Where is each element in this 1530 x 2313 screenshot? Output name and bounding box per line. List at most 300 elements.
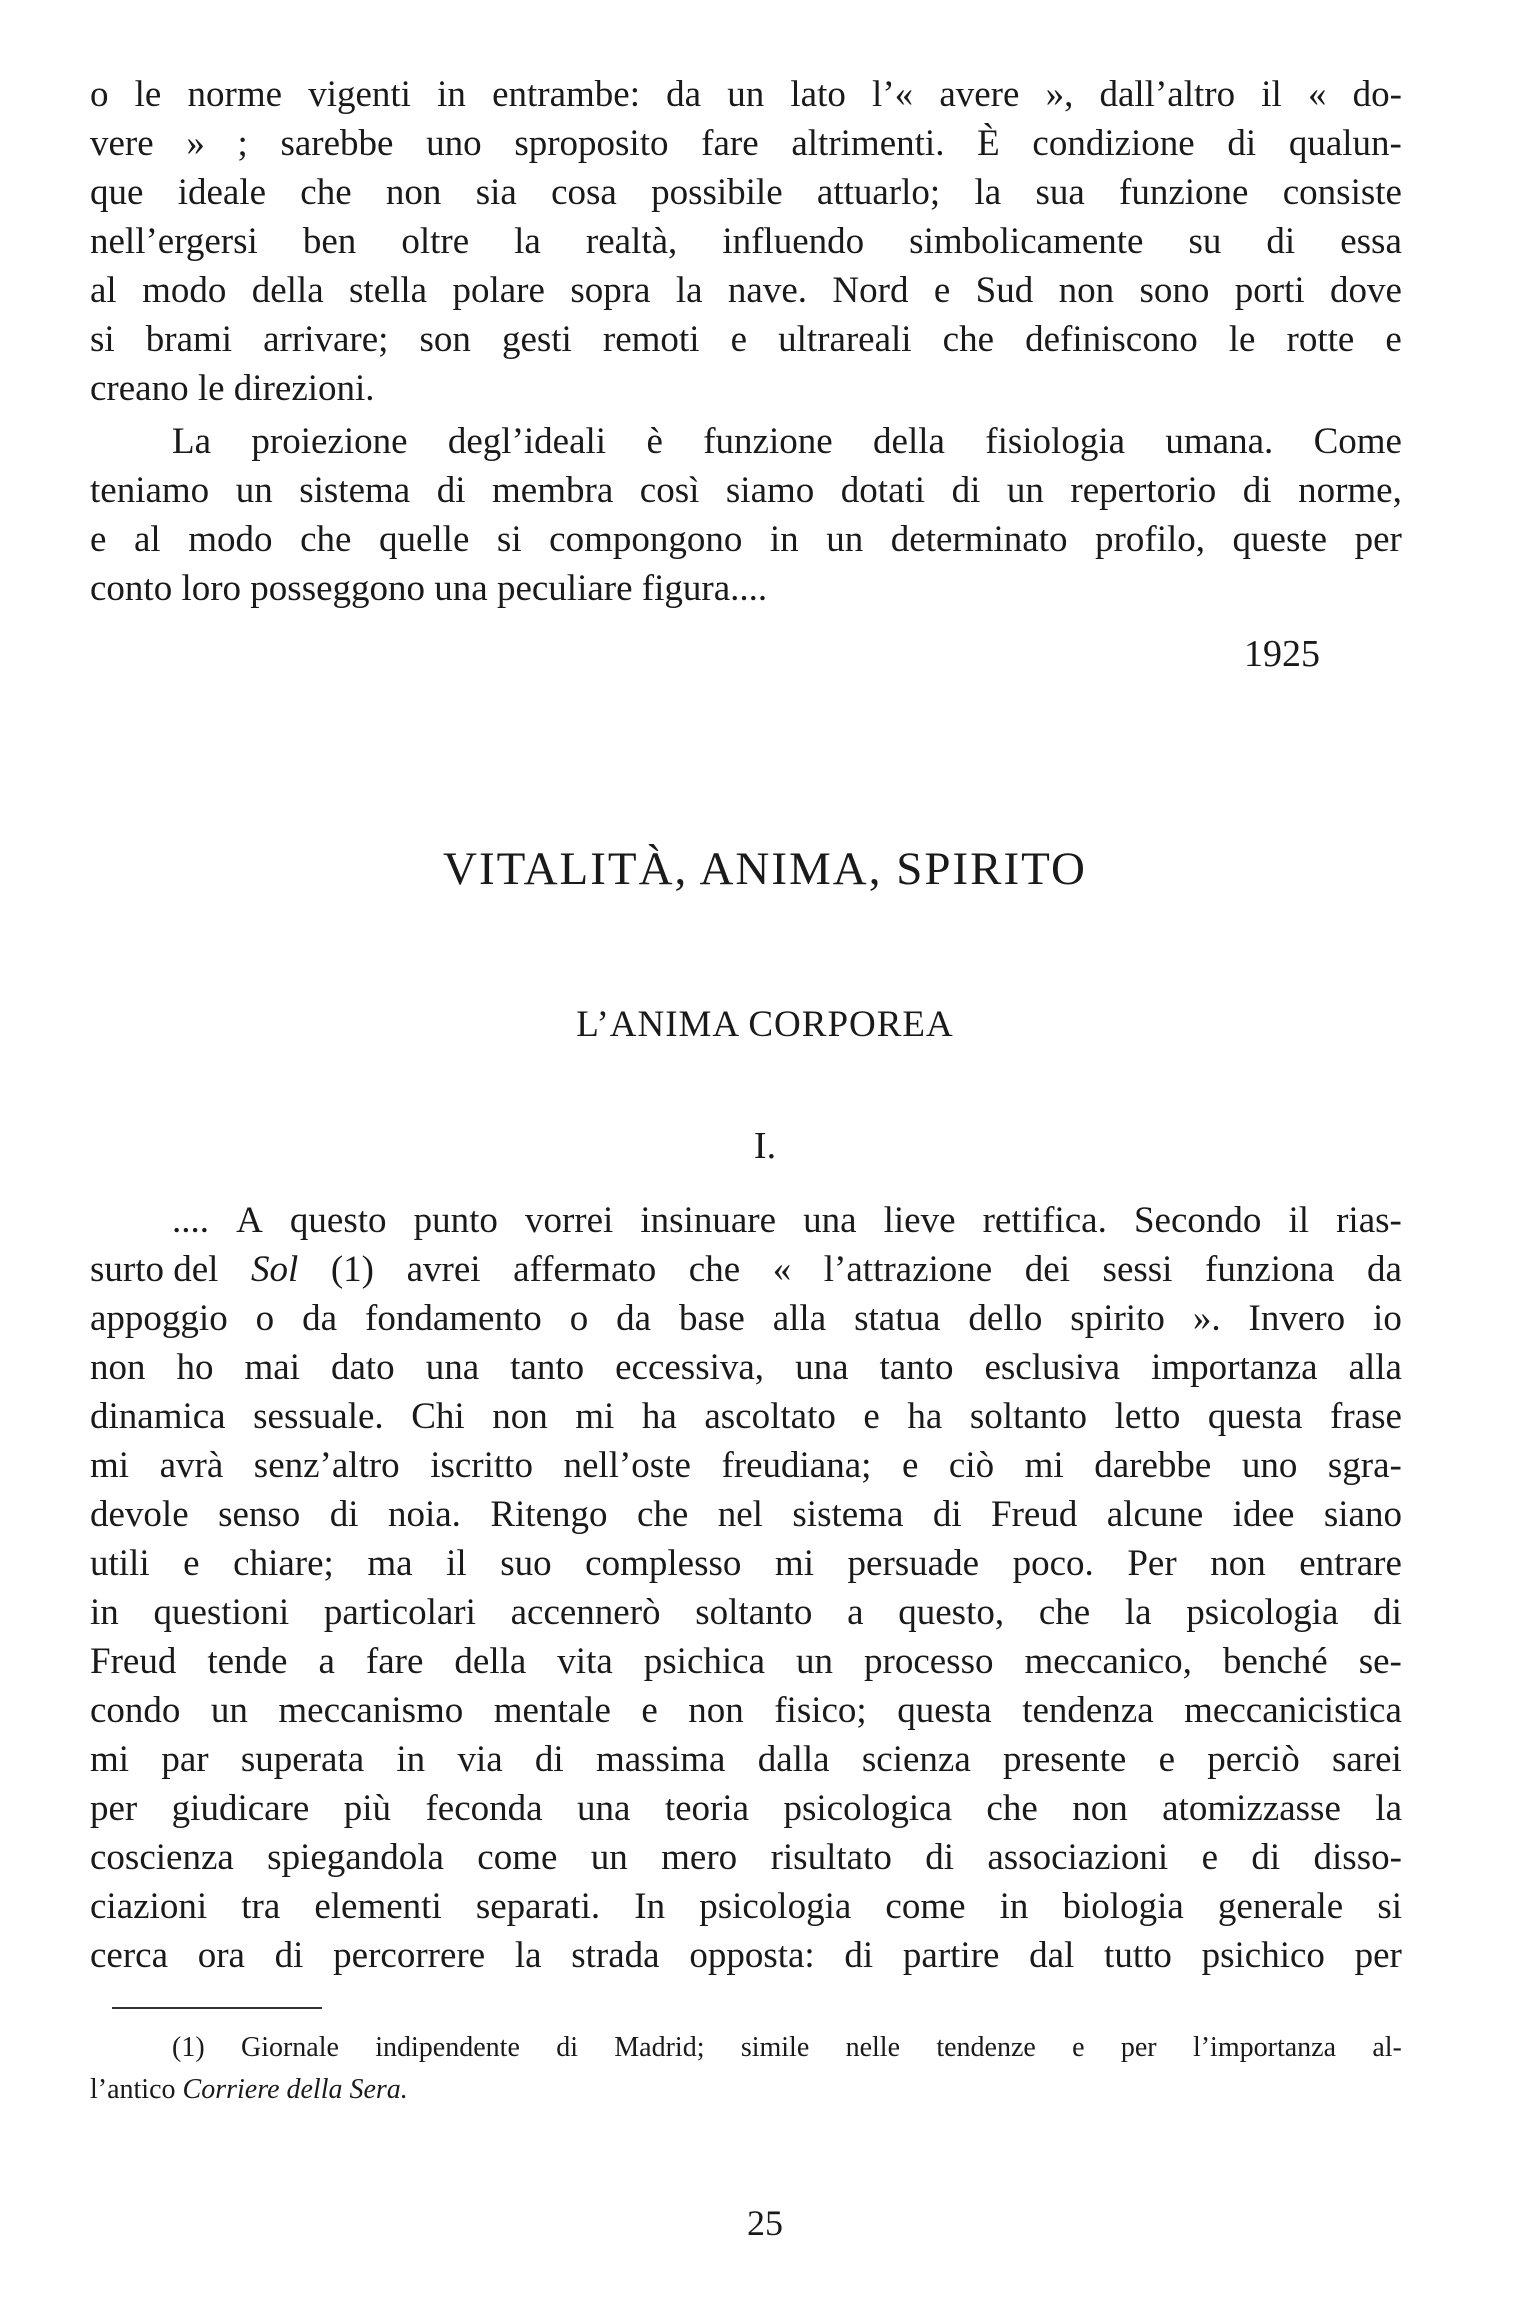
word: È	[977, 123, 1000, 164]
word: di	[925, 1837, 954, 1878]
word: è	[646, 421, 663, 462]
word: creano le direzioni.	[90, 368, 375, 409]
word: da	[302, 1298, 338, 1339]
word: percorrere	[333, 1935, 486, 1976]
word: »	[186, 123, 205, 164]
word: chiare;	[233, 1543, 334, 1584]
word: questo	[289, 1200, 387, 1241]
word: di	[556, 2032, 578, 2063]
word: dal	[1029, 1935, 1075, 1976]
word: esclusiva	[984, 1347, 1121, 1388]
word: mero	[661, 1837, 738, 1878]
word: uno	[426, 123, 482, 164]
word: più	[343, 1788, 392, 1829]
word: scienza	[861, 1739, 971, 1780]
word: a	[318, 1641, 335, 1682]
word: iscritto	[430, 1445, 533, 1486]
word: ha	[907, 1396, 943, 1437]
word: sgra-	[1327, 1445, 1402, 1486]
word: fare	[365, 1641, 424, 1682]
word: appoggio	[90, 1298, 228, 1339]
word: definiscono	[1025, 319, 1198, 360]
word: come	[477, 1837, 558, 1878]
word: sessi	[1102, 1249, 1173, 1290]
word: alla	[1348, 1347, 1402, 1388]
word: par	[161, 1739, 209, 1780]
word: come	[885, 1886, 966, 1927]
body-line	[90, 1931, 1402, 1980]
word: opposta:	[689, 1935, 815, 1976]
word: così	[639, 470, 700, 511]
word: tendenze	[936, 2032, 1036, 2063]
word: avere	[939, 74, 1020, 115]
word: e	[1072, 2032, 1085, 2063]
word: persuade	[847, 1543, 980, 1584]
word: sarei	[1331, 1739, 1402, 1780]
word: non	[1058, 270, 1115, 311]
word: la	[514, 221, 541, 262]
text-line	[90, 217, 1402, 266]
word: base	[679, 1298, 745, 1339]
word: In	[634, 1886, 666, 1927]
text-line	[90, 168, 1402, 217]
word: tra	[241, 1886, 281, 1927]
word: Ritengo	[490, 1494, 608, 1535]
word: degl’ideali	[447, 421, 607, 462]
word: psichica	[643, 1641, 766, 1682]
word: di	[1227, 123, 1257, 164]
word: Per	[1127, 1543, 1177, 1584]
word: suo	[500, 1543, 552, 1584]
word: funzione	[1119, 172, 1249, 213]
word: ben	[302, 221, 357, 262]
word: nel	[717, 1494, 763, 1535]
word: perciò	[1207, 1739, 1300, 1780]
word: poco.	[1012, 1543, 1094, 1584]
word: da	[1367, 1249, 1402, 1290]
word: condizione	[1032, 123, 1195, 164]
word: meccanismo	[278, 1690, 464, 1731]
word: una	[803, 1200, 857, 1241]
word: ha	[641, 1396, 677, 1437]
word: Freud	[90, 1641, 177, 1682]
word: via	[457, 1739, 503, 1780]
word: benché	[1222, 1641, 1328, 1682]
word: lieve	[883, 1200, 956, 1241]
word: stella	[349, 270, 428, 311]
word: ciazioni	[90, 1886, 208, 1927]
word: altrimenti.	[791, 123, 945, 164]
footnote-italic-title: Corriere della Sera.	[182, 2074, 408, 2105]
word: tanto	[879, 1347, 954, 1388]
word: superata	[240, 1739, 365, 1780]
body-line	[90, 1637, 1402, 1686]
word: Sud	[975, 270, 1034, 311]
word: fisiologia	[985, 421, 1126, 462]
word: non	[688, 1690, 744, 1731]
word: sia	[475, 172, 517, 213]
word: mi	[1024, 1445, 1064, 1486]
word: norme	[187, 74, 283, 115]
word: ».	[1192, 1298, 1221, 1339]
word: disso-	[1313, 1837, 1402, 1878]
word: al	[133, 519, 161, 560]
line-text: surto del	[90, 1249, 219, 1290]
word: teniamo	[90, 470, 210, 511]
word: il	[1288, 1200, 1310, 1241]
word: son	[419, 319, 471, 360]
word: sessuale.	[253, 1396, 384, 1437]
second-paragraph	[90, 417, 1402, 613]
word: che	[688, 1249, 741, 1290]
word: rias-	[1336, 1200, 1402, 1241]
word: un	[1006, 470, 1044, 511]
body-line	[90, 1392, 1402, 1441]
year-date: 1925	[1244, 633, 1320, 675]
word: porti	[1234, 270, 1305, 311]
body-paragraph	[90, 1196, 1402, 1980]
word: strada	[571, 1935, 660, 1976]
word: Secondo	[1133, 1200, 1262, 1241]
word: sarebbe	[280, 123, 394, 164]
word: la	[514, 1935, 542, 1976]
word: (1)	[330, 1249, 375, 1290]
footnote	[90, 2027, 1402, 2111]
word: dello	[968, 1298, 1043, 1339]
word: si	[1377, 1886, 1402, 1927]
word: in	[396, 1739, 426, 1780]
word: «	[1307, 74, 1327, 115]
word: modo	[142, 270, 227, 311]
word: compongono	[549, 519, 743, 560]
word: sopra	[570, 270, 651, 311]
word: e	[933, 270, 951, 311]
word: un	[727, 74, 765, 115]
word: nave.	[727, 270, 808, 311]
word: un	[796, 1641, 834, 1682]
word: Madrid;	[614, 2032, 705, 2063]
word: norme,	[1298, 470, 1402, 511]
body-line	[90, 1196, 1402, 1245]
word: la	[974, 172, 1002, 213]
word: qualun-	[1288, 123, 1402, 164]
word: fisico;	[774, 1690, 867, 1731]
word: Nord	[832, 270, 909, 311]
word: al	[90, 270, 117, 311]
word: mai	[244, 1347, 300, 1388]
word: per	[1120, 2032, 1157, 2063]
word: di	[932, 1494, 962, 1535]
word: la	[1124, 1592, 1152, 1633]
text-line	[90, 315, 1402, 364]
word: noia.	[387, 1494, 461, 1535]
word: simbolicamente	[909, 221, 1144, 262]
word: statua	[854, 1298, 941, 1339]
text-line	[90, 564, 1402, 613]
word: alla	[772, 1298, 827, 1339]
word: vigenti	[308, 74, 411, 115]
word: Freud	[991, 1494, 1078, 1535]
word: per	[1354, 1935, 1402, 1976]
word: Come	[1313, 421, 1402, 462]
word: da	[666, 74, 702, 115]
word: freudiana;	[721, 1445, 872, 1486]
word: di	[1242, 470, 1272, 511]
word: in	[999, 1886, 1029, 1927]
word: e	[730, 319, 747, 360]
word: l’«	[872, 74, 914, 115]
word: e	[1158, 1739, 1175, 1780]
word: influendo	[722, 221, 865, 262]
word: non	[1072, 1788, 1128, 1829]
word: senso	[218, 1494, 301, 1535]
footnote-line	[90, 2027, 1402, 2069]
word: di	[1251, 1837, 1281, 1878]
word: condo	[90, 1690, 181, 1731]
word: insinuare	[640, 1200, 776, 1241]
word: di	[329, 1494, 359, 1535]
word: elementi	[314, 1886, 442, 1927]
word: consiste	[1282, 172, 1402, 213]
word: o	[90, 74, 109, 115]
word: che	[942, 319, 995, 360]
word: e	[90, 519, 107, 560]
body-line	[90, 1245, 1402, 1294]
word: un	[210, 1690, 248, 1731]
word: entrare	[1299, 1543, 1402, 1584]
word: realtà,	[585, 221, 678, 262]
word: nell’oste	[563, 1445, 691, 1486]
word: di	[1266, 221, 1296, 262]
word: non	[1210, 1543, 1266, 1584]
word: della	[873, 421, 945, 462]
word: feconda	[425, 1788, 543, 1829]
text-line	[90, 119, 1402, 168]
word: avrei	[406, 1249, 481, 1290]
word: particolari	[323, 1592, 476, 1633]
word: tende	[207, 1641, 288, 1682]
word: Invero	[1248, 1298, 1346, 1339]
word: Giornale	[240, 2032, 339, 2063]
word: do-	[1352, 74, 1402, 115]
word: e	[183, 1543, 200, 1584]
text-line	[90, 466, 1402, 515]
word: io	[1373, 1298, 1402, 1339]
word: frase	[1330, 1396, 1402, 1437]
word: idee	[1232, 1494, 1295, 1535]
word: e	[901, 1445, 919, 1486]
word: che	[1038, 1592, 1091, 1633]
section-title: VITALITÀ, ANIMA, SPIRITO	[443, 843, 1087, 895]
word: che	[636, 1494, 689, 1535]
word: psicologica	[783, 1788, 952, 1829]
word: un	[590, 1837, 628, 1878]
word: meccanicistica	[1184, 1690, 1402, 1731]
word: siano	[1323, 1494, 1402, 1535]
word: vita	[557, 1641, 613, 1682]
word: e	[641, 1690, 658, 1731]
word: quelle	[378, 519, 470, 560]
word: tutto	[1104, 1935, 1172, 1976]
word: mi	[575, 1396, 615, 1437]
word: vere	[90, 123, 154, 164]
word: di	[436, 470, 466, 511]
word: «	[772, 1249, 792, 1290]
word: separati.	[475, 1886, 601, 1927]
word: biologia	[1062, 1886, 1184, 1927]
word: fare	[701, 123, 759, 164]
word: mi	[90, 1739, 130, 1780]
word: darebbe	[1094, 1445, 1212, 1486]
word: entrambe:	[492, 74, 640, 115]
word: una	[576, 1788, 631, 1829]
word: nelle	[845, 2032, 900, 2063]
page-number: 25	[747, 2203, 783, 2243]
word: il	[446, 1543, 467, 1584]
word: conto loro posseggono una peculiare figura....	[90, 568, 768, 609]
word: che	[300, 172, 352, 213]
word: letto	[1114, 1396, 1181, 1437]
word: coscienza	[90, 1837, 234, 1878]
word: questo,	[898, 1592, 1005, 1633]
word: senz’altro	[253, 1445, 400, 1486]
word: determinato	[890, 519, 1068, 560]
word: tendenza	[1022, 1690, 1154, 1731]
word: questioni	[153, 1592, 290, 1633]
word: risultato	[770, 1837, 892, 1878]
word: che	[986, 1788, 1038, 1829]
word: giudicare	[171, 1788, 310, 1829]
word: la	[675, 270, 703, 311]
body-line	[90, 1686, 1402, 1735]
word: mentale	[493, 1690, 611, 1731]
word: ideale	[177, 172, 267, 213]
word: a	[847, 1592, 864, 1633]
word: membra	[492, 470, 614, 511]
word: queste	[1232, 519, 1328, 560]
word: il	[1261, 74, 1282, 115]
word: non	[492, 1396, 548, 1437]
word: Chi	[411, 1396, 465, 1437]
word: ma	[367, 1543, 413, 1584]
word: processo	[864, 1641, 994, 1682]
word: avrà	[159, 1445, 224, 1486]
word: devole	[90, 1494, 189, 1535]
word: affermato	[513, 1249, 657, 1290]
word: profilo,	[1095, 519, 1205, 560]
word: essa	[1340, 221, 1402, 262]
subsection-title: L’ANIMA CORPOREA	[576, 1004, 954, 1045]
word: uno	[1241, 1445, 1298, 1486]
word: se-	[1358, 1641, 1402, 1682]
word: di	[274, 1935, 304, 1976]
word: questa	[897, 1690, 992, 1731]
word: oltre	[401, 221, 470, 262]
footnote-line	[90, 2069, 1402, 2111]
word: importanza	[1151, 1347, 1318, 1388]
word: dato	[330, 1347, 395, 1388]
word: di	[534, 1739, 564, 1780]
word: alcune	[1106, 1494, 1204, 1535]
word: cerca	[90, 1935, 169, 1976]
word: psichico	[1201, 1935, 1325, 1976]
word: la	[1375, 1788, 1402, 1829]
word: possibile	[651, 172, 783, 213]
word: mi	[90, 1445, 130, 1486]
word: rettifica.	[982, 1200, 1107, 1241]
word: e	[1201, 1837, 1218, 1878]
word: rotte	[1286, 319, 1355, 360]
word: e	[863, 1396, 880, 1437]
body-line	[90, 1784, 1402, 1833]
newspaper-title: Sol	[251, 1249, 299, 1290]
text-line	[90, 70, 1402, 119]
word: le	[1228, 319, 1256, 360]
word: fondamento	[365, 1298, 542, 1339]
word: sono	[1139, 270, 1210, 311]
word: umana.	[1165, 421, 1274, 462]
body-line	[90, 1294, 1402, 1343]
word: presente	[1003, 1739, 1127, 1780]
word: ciò	[948, 1445, 995, 1486]
word: mi	[774, 1543, 814, 1584]
word: dalla	[757, 1739, 830, 1780]
word: gesti	[501, 319, 572, 360]
word: dove	[1330, 270, 1402, 311]
word: si	[90, 319, 115, 360]
word: partire	[902, 1935, 1000, 1976]
word: questa	[1207, 1396, 1303, 1437]
word: si	[496, 519, 522, 560]
word: ho	[176, 1347, 214, 1388]
word: l’attrazione	[823, 1249, 993, 1290]
body-line	[90, 1441, 1402, 1490]
word: eccessiva,	[615, 1347, 765, 1388]
body-line	[90, 1588, 1402, 1637]
word: di	[951, 470, 981, 511]
word: polare	[452, 270, 545, 311]
word: (1)	[172, 2032, 205, 2063]
word: per	[1354, 519, 1402, 560]
word: que	[90, 172, 144, 213]
word: al-	[1372, 2032, 1402, 2063]
word: ascoltato	[704, 1396, 836, 1437]
word: per	[90, 1788, 138, 1829]
text-line	[90, 515, 1402, 564]
word: e	[1385, 319, 1402, 360]
word: dall’altro	[1099, 74, 1236, 115]
word: su	[1188, 221, 1222, 262]
word: tanto	[510, 1347, 585, 1388]
word: che	[300, 519, 352, 560]
word: ....	[172, 1200, 209, 1241]
text-line	[90, 266, 1402, 315]
word: ultrareali	[778, 319, 912, 360]
word: non	[90, 1347, 146, 1388]
word: l’importanza	[1192, 2032, 1337, 2063]
word: lato	[790, 74, 846, 115]
word: soltanto	[695, 1592, 813, 1633]
body-line	[90, 1539, 1402, 1588]
word: utili	[90, 1543, 150, 1584]
word: spirito	[1070, 1298, 1165, 1339]
word: modo	[188, 519, 273, 560]
word: associazioni	[987, 1837, 1169, 1878]
word: remoti	[602, 319, 700, 360]
word: ora	[197, 1935, 245, 1976]
word: non	[385, 172, 442, 213]
word: meccanico,	[1024, 1641, 1192, 1682]
